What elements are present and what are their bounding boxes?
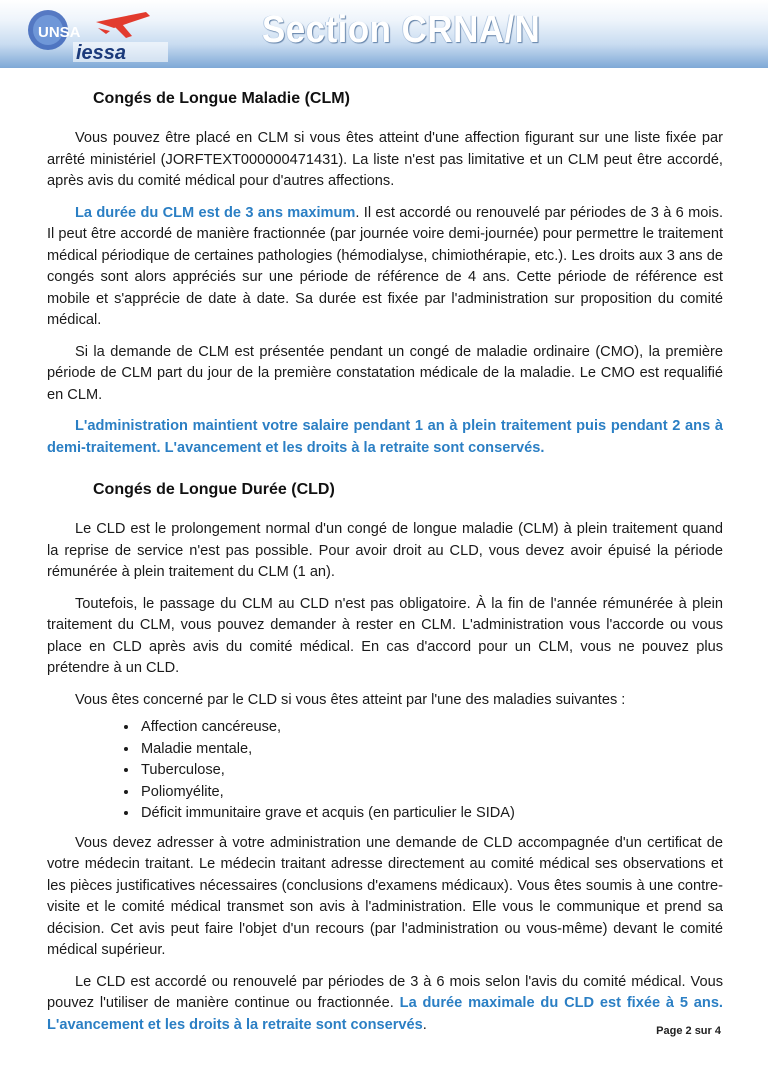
page-content [47,90,723,1046]
clm-paragraph-2 [47,203,723,332]
clm-duration-highlight: La durée du CLM est de 3 ans maximum [75,204,356,221]
cld-paragraph-2: Toutefois, le passage du CLM au CLD n'est pas obligatoire. À la fin de l'année rémunérée à plein traitement du CLM, vous pouvez demander à rester en CLM. L'administration vous l'accorde ou vous place en CLD après avis du comité médical. En cas d'accord pour un CLM, vous ne pouvez plus prétendre à un CLD. [47,595,723,676]
cld-paragraph-5-text: Le CLD est accordé ou renouvelé par périodes de 3 à 6 mois selon l'avis du comité médical. Vous pouvez l'utiliser de manière continue ou fractionnée. [47,973,723,1012]
clm-paragraph-3: Si la demande de CLM est présentée pendant un congé de maladie ordinaire (CMO), la première période de CLM part du jour de la première constatation médicale de la maladie. Le CMO est requalifié en CLM. [47,343,723,403]
disease-list [47,717,723,825]
cld-paragraph-1: Le CLD est le prolongement normal d'un congé de longue maladie (CLM) à plein traitement quand la reprise de service n'est pas possible. Pour avoir droit au CLD, vous devez avoir épuisé la période rémunérée à plein traitement du CLM (1 an). [47,521,723,580]
logo-unsa-text: UNSA [38,24,81,41]
cld-heading: Congés de Longue Durée (CLD) [93,481,335,498]
list-item: • Poliomyélite, [139,782,723,804]
clm-paragraph-1: Vous pouvez être placé en CLM si vous êtes atteint d'une affection figurant sur une liste fixée par arrêté ministériel (JORFTEXT000000471431). La liste n'est pas limitative et un CLM peut être accordé, après avis du comité médical pour d'autres affections. [47,130,723,189]
clm-salary-highlight: L'administration maintient votre salaire pendant 1 an à plein traitement puis pendant 2 ans à demi-traitement. L'avancement et les droits à la retraite sont conservés. [47,418,723,456]
page-number: Page 2 sur 4 [656,1025,721,1037]
list-item: • Maladie mentale, [139,739,723,761]
cld-paragraph-3: Vous êtes concerné par le CLD si vous êtes atteint par l'une des maladies suivantes : [75,691,626,708]
logo-iessa-text: iessa [76,42,127,64]
header-title: Section CRNA/N [262,9,541,51]
clm-heading: Congés de Longue Maladie (CLM) [93,90,350,107]
list-item: • Tuberculose, [139,760,723,782]
cld-paragraph-4: Vous devez adresser à votre administration une demande de CLD accompagnée d'un certificat de votre médecin traitant. Le médecin traitant adresse directement au comité médical ses observations et les pièces justificatives nécessaires (conclusions d'examens médicaux). Vous êtes soumis à une contre-visite et le comité médical transmet son avis à l'administration. Elle vous le communique et prend sa décision. Cet avis peut faire l'objet d'un recours (par l'administration ou vous-même) devant le comité médical supérieur. [47,834,723,959]
list-item: • Affection cancéreuse, [139,717,723,739]
cld-paragraph-5 [47,972,723,1037]
list-item: • Déficit immunitaire grave et acquis (en particulier le SIDA) [139,803,723,825]
cld-paragraph-5-end: . [422,1016,427,1033]
cld-duration-highlight: La durée maximale du CLD est fixée à 5 ans. L'avancement et les droits à la retraite sont conservés [47,995,723,1033]
page-header [0,0,768,68]
clm-paragraph-2-text: . Il est accordé ou renouvelé par périodes de 3 à 6 mois. Il peut être accordé de manière fractionnée (par journée voire demi-journée) pour permettre le traitement médical périodique de certaines pathologies (hémodialyse, chimiothérapie, etc.). Les droits aux 3 ans de congés sont alors appréciés sur une période de référence de 4 ans. Cette période de référence est mobile et s'apprécie de date à date. Sa durée est fixée par l'administration sur proposition du comité médical. [47,204,723,328]
unsa-iessa-logo [18,4,178,66]
